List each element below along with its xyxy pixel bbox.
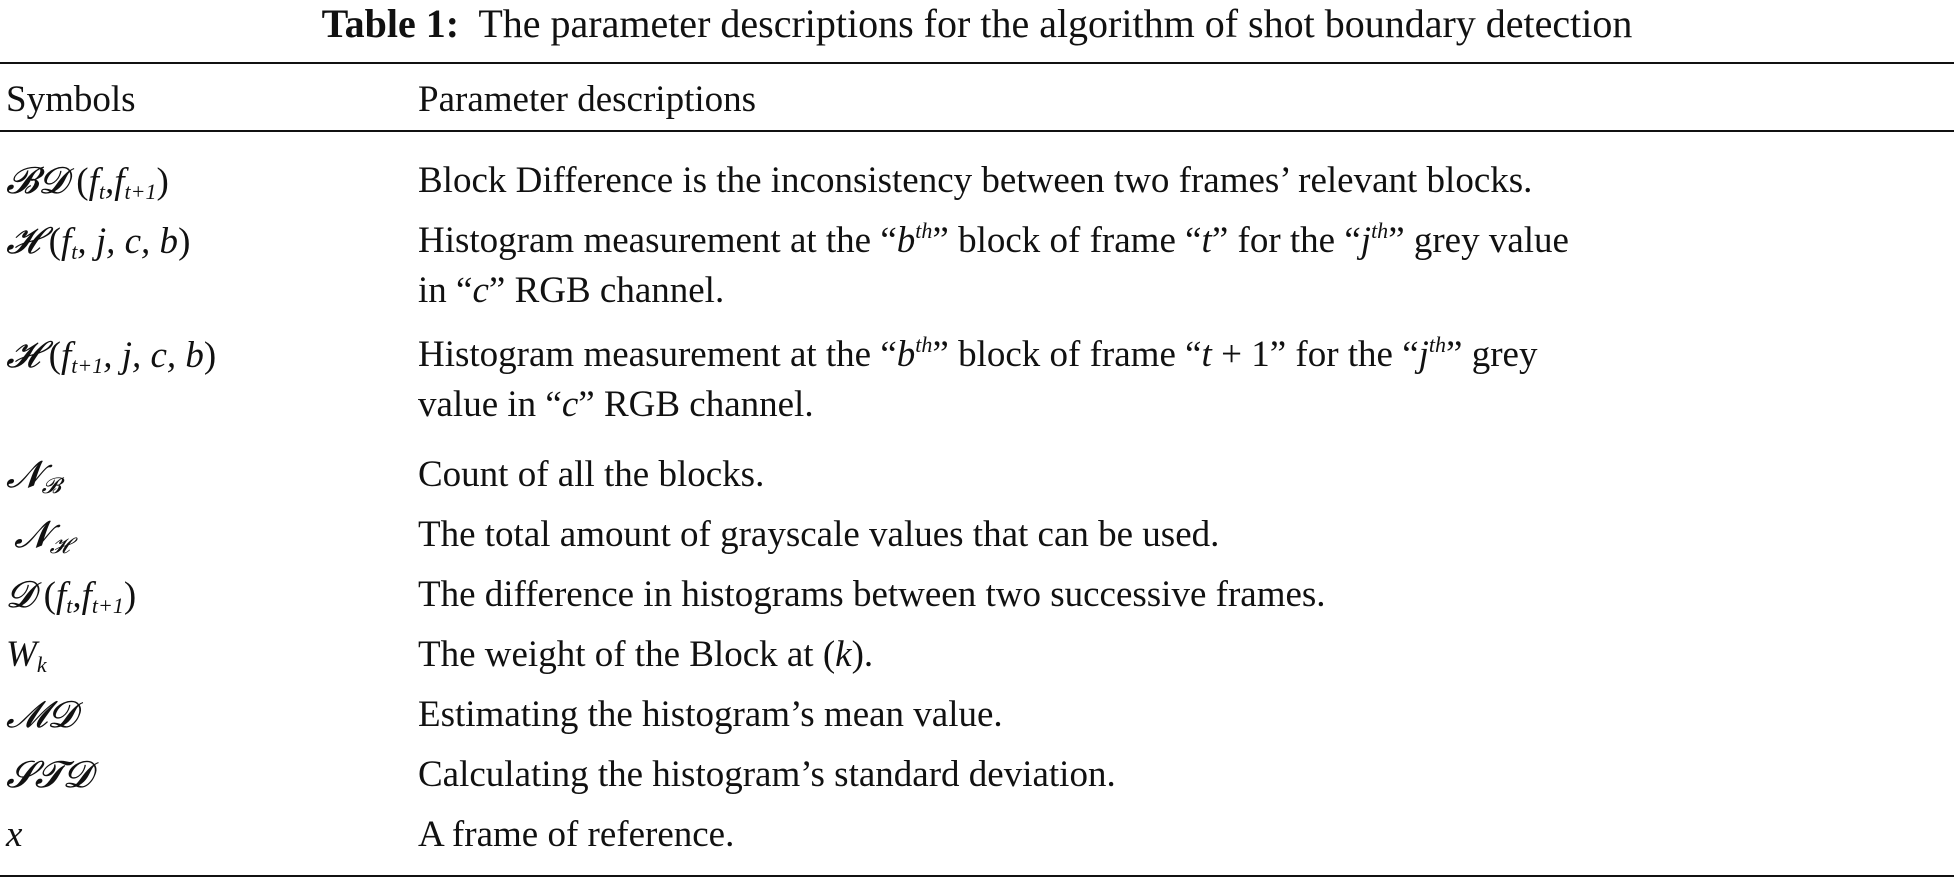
description-line-2: value in “c” RGB channel. [418,384,814,425]
description-line-1: Histogram measurement at the “$b^{th}$” block of frame “t + 1” for the “$j^{th}$” grey [418,332,1538,375]
symbol-cell: 𝓓 $(f_t,f_{t+1})$ [6,573,137,618]
description-cell: Block Difference is the inconsistency between two frames’ relevant blocks. [418,160,1533,201]
description-cell: Calculating the histogram’s standard deviation. [418,754,1116,795]
description-line-1: Histogram measurement at the “$b^{th}$” block of frame “t” for the “$j^{th}$” grey value [418,218,1569,261]
symbol-cell: 𝓢𝓣𝓓 [6,753,92,796]
header-symbols: Symbols [6,79,136,120]
symbol-cell: 𝓑𝓓 $(f_t,f_{t+1})$ [6,159,169,204]
top-rule [0,62,1954,64]
symbol-cell: 𝓗 ($f_{t+1}$, j, c, b) [6,333,217,378]
symbol-cell: $W_k$ [6,634,47,677]
description-cell: The weight of the Block at (k). [418,634,874,675]
table-caption [0,0,1954,48]
bottom-rule [0,875,1954,877]
description-cell [418,216,1948,316]
description-cell: The total amount of grayscale values that can be used. [418,514,1220,555]
header-descriptions: Parameter descriptions [418,79,757,120]
symbol-cell: 𝓜𝓓 [6,693,76,736]
symbol-cell: 𝓗 ($f_t$, j, c, b) [6,219,191,264]
description-cell [418,330,1948,430]
description-cell: The difference in histograms between two successive frames. [418,574,1326,615]
caption-text: The parameter descriptions for the algorithm of shot boundary detection [478,1,1633,46]
description-cell: Estimating the histogram’s mean value. [418,694,1003,735]
description-line-2: in “c” RGB channel. [418,270,725,311]
symbol-cell: x [6,814,23,855]
symbol-cell: 𝓝$_𝓗$ [14,513,70,559]
header-rule [0,130,1954,132]
description-cell: Count of all the blocks. [418,454,765,495]
description-cell: A frame of reference. [418,814,735,855]
caption-label: Table 1: [321,1,460,46]
symbol-cell: 𝓝$_𝓑$ [6,453,61,499]
